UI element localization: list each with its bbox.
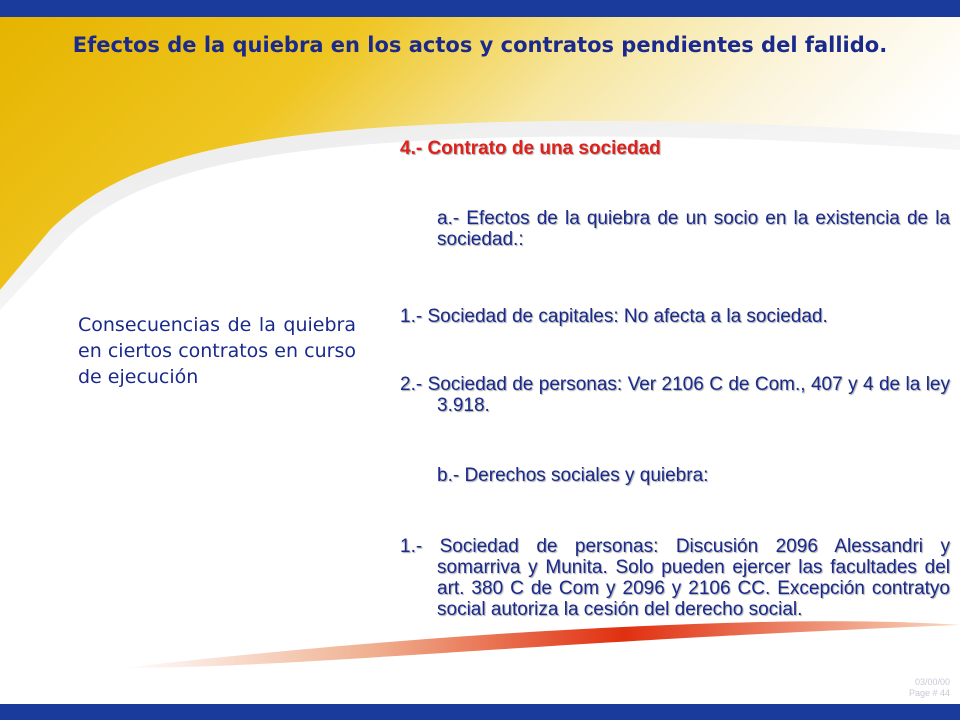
- footer-page-number: Page # 44: [908, 688, 950, 698]
- paragraph-capital-companies: 1.- Sociedad de capitales: No afecta a la sociedad.: [400, 306, 828, 327]
- bottom-brand-bar: [0, 704, 960, 720]
- section-heading: 4.- Contrato de una sociedad: [400, 138, 661, 159]
- subsection-a: a.- Efectos de la quiebra de un socio en la existencia de la sociedad.:: [437, 208, 950, 250]
- subsection-b: b.- Derechos sociales y quiebra:: [437, 465, 709, 486]
- slide-footer: [909, 677, 950, 699]
- footer-date: 03/00/00: [914, 677, 950, 687]
- paragraph-social-rights: 1.- Sociedad de personas: Discusión 2096 Alessandri y somarriva y Munita. Solo pueden ejercer las facultades del art. 380 C de Com y 2096 y 2106 CC. Excepción contratyo social autoriza la cesión del derecho social.: [400, 536, 950, 620]
- paragraph-partnerships: 2.- Sociedad de personas: Ver 2106 C de Com., 407 y 4 de la ley 3.918.: [400, 374, 950, 416]
- left-topic-text: Consecuencias de la quiebra en ciertos contratos en curso de ejecución: [78, 314, 356, 388]
- slide-title: Efectos de la quiebra en los actos y contratos pendientes del fallido.: [72, 33, 888, 57]
- top-brand-bar: [0, 0, 960, 17]
